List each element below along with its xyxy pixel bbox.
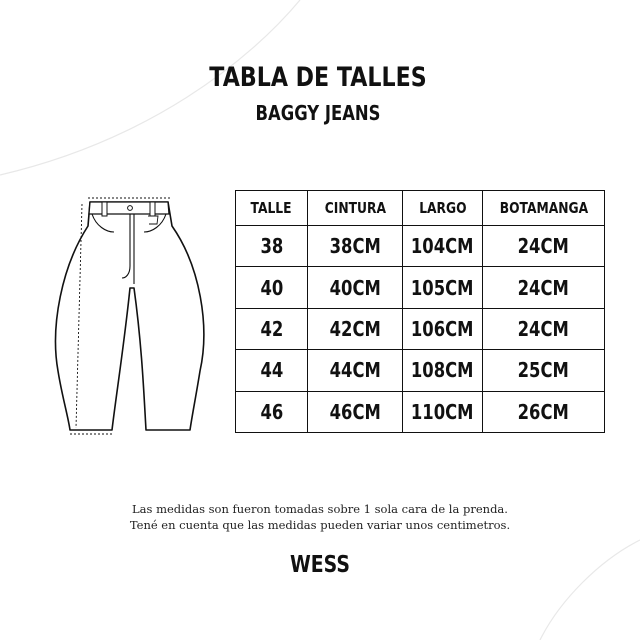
cell-botamanga: 24CM [483,226,605,267]
cell-botamanga: 24CM [483,267,605,308]
column-header-botamanga: BOTAMANGA [483,191,605,226]
cell-talle: 46 [236,391,308,432]
size-table [235,190,605,433]
cell-talle: 38 [236,226,308,267]
cell-cintura: 38CM [308,226,403,267]
column-header-cintura: CINTURA [308,191,403,226]
measurement-note-line-2: Tené en cuenta que las medidas pueden variar unos centimetros. [129,518,511,532]
cell-talle: 40 [236,267,308,308]
cell-largo: 110CM [403,391,483,432]
column-header-largo: LARGO [403,191,483,226]
measurement-note-line-1: Las medidas son fueron tomadas sobre 1 sola cara de la prenda. [132,502,508,516]
table-header-row [236,191,605,226]
cell-botamanga: 26CM [483,391,605,432]
page-subtitle: BAGGY JEANS [255,101,381,125]
table-row [236,350,605,391]
table-row [236,391,605,432]
cell-largo: 108CM [403,350,483,391]
brand-logo-text: WESS [289,552,351,578]
table-row [236,308,605,349]
cell-talle: 42 [236,308,308,349]
column-header-talle: TALLE [236,191,308,226]
cell-cintura: 46CM [308,391,403,432]
page-title: TABLA DE TALLES [209,62,427,93]
cell-cintura: 40CM [308,267,403,308]
cell-talle: 44 [236,350,308,391]
cell-largo: 106CM [403,308,483,349]
table-row [236,226,605,267]
baggy-jeans-icon [50,196,210,436]
cell-cintura: 42CM [308,308,403,349]
cell-botamanga: 24CM [483,308,605,349]
cell-largo: 104CM [403,226,483,267]
cell-largo: 105CM [403,267,483,308]
cell-cintura: 44CM [308,350,403,391]
cell-botamanga: 25CM [483,350,605,391]
table-row [236,267,605,308]
